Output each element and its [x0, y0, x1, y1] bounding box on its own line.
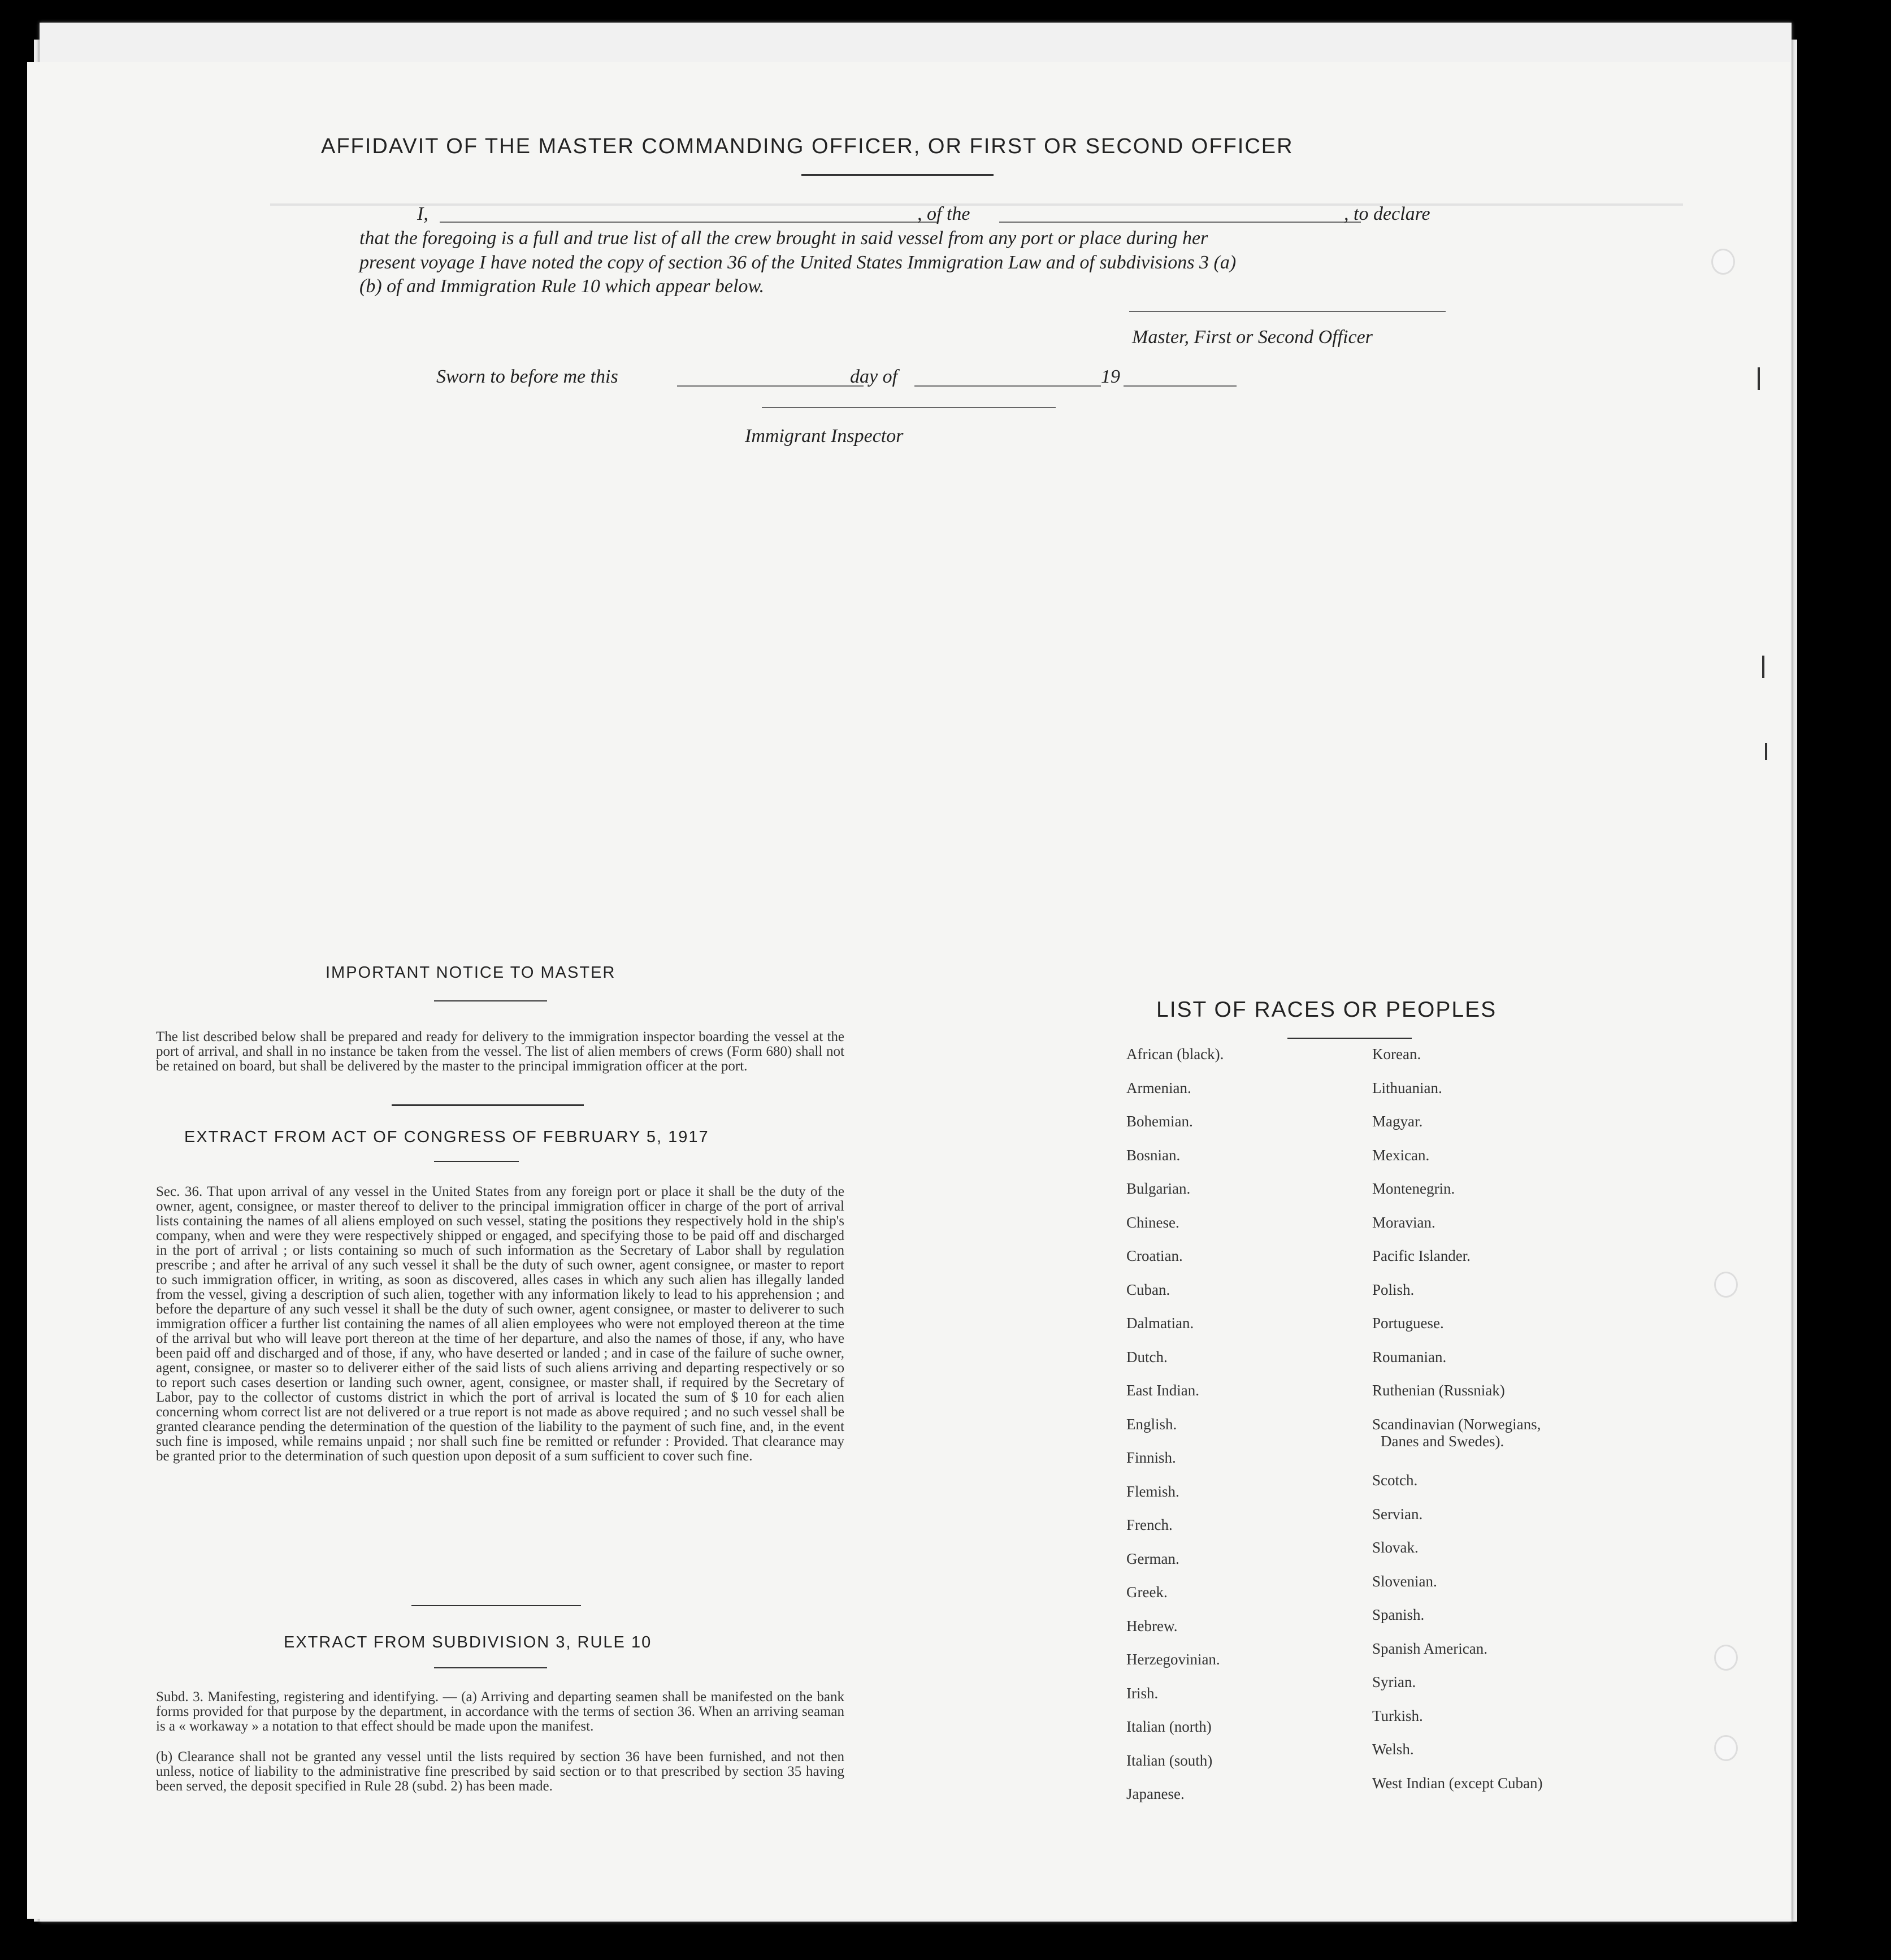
race-item: Japanese. [1126, 1785, 1185, 1802]
edge-mark [1758, 367, 1760, 390]
title-underline [801, 174, 994, 176]
race-item: Polish. [1372, 1281, 1415, 1298]
race-item: Magyar. [1372, 1113, 1423, 1130]
race-item: Finnish. [1126, 1449, 1176, 1466]
act-text: Sec. 36. That upon arrival of any vessel in the United States from any foreign port or place it shall be the duty of the owner, agent, consignee, or master thereof to deliver to the principal immigration officer in charge of the port of arrival lists containing the names of all aliens employed on such vessel, stating the positions they respectively hold in the ship's company, when and were they were respectively shipped or engaged, and specifying those to be paid off and discharged in the port of arrival ; or lists containing so much of such information as the Secretary of Labor shall by regulation prescribe ; and after he arrival of any such vessel it shall be the duty of such owner, agent consignee, or master to report to such immigration officer, in writing, as soon as discovered, alles cases in which any such alien has illegally landed from the vessel, giving a description of such alien, together with any information likely to lead to his apprehension ; and before the departure of any such vessel it shall be the duty of such owner, agent consignee, or master to deliverer to such immigration officer a further list containing the names of all alien employees who were not employed thereon at the time of the arrival but who will leave port thereon at the time of her departure, and also the names of those, if any, who have been paid off and discharged and of those, if any, who have deserted or landed ; and in case of the failure of suche owner, agent, consignee, or master so to deliverer either of the said lists of such aliens arriving and departing respectively or so to report such cases desertion or landing such owner, agent, consignee, or master shall, if required by the Secretary of Labor, pay to the collector of customs district in which the port of arrival is located the sum of $ 10 for each alien concerning whom correct list are not delivered or a true report is not made as above required ; and no such vessel shall be granted clearance pending the determination of the question of the liability to the payment of such fine, and, in the event such fine is imposed, while remains unpaid ; nor shall such fine be remitted or refunder : Provided. That clearance may be granted prior to the determination of such question upon deposit of a sum sufficient to cover such fine. [156, 1184, 844, 1464]
race-item: Slovenian. [1372, 1572, 1437, 1590]
rule10-title: EXTRACT FROM SUBDIVISION 3, RULE 10 [284, 1633, 652, 1651]
day-of-label: day of [850, 366, 898, 387]
race-item: German. [1126, 1550, 1179, 1567]
race-item: East Indian. [1126, 1382, 1199, 1399]
sworn-day-field[interactable] [677, 385, 864, 387]
race-item: Mexican. [1372, 1146, 1430, 1164]
race-item: English. [1126, 1415, 1177, 1433]
notice-underline [434, 1000, 547, 1001]
act-rule [411, 1605, 581, 1606]
affidavit-declare: , to declare [1344, 203, 1430, 224]
punch-hole [1714, 1272, 1738, 1298]
inspector-label: Immigrant Inspector [745, 426, 904, 446]
race-item: Montenegrin. [1372, 1180, 1455, 1197]
act-underline [434, 1161, 519, 1162]
notice-title: IMPORTANT NOTICE TO MASTER [326, 964, 616, 982]
affidavit-title: AFFIDAVIT OF THE MASTER COMMANDING OFFICER, OR FIRST OR SECOND OFFICER [321, 135, 1294, 158]
race-item: Bulgarian. [1126, 1180, 1191, 1197]
edge-mark [1762, 656, 1764, 678]
race-item: Servian. [1372, 1505, 1423, 1523]
race-item: Syrian. [1372, 1673, 1416, 1690]
vessel-field[interactable] [999, 222, 1361, 223]
race-item: Korean. [1372, 1046, 1421, 1063]
affidavit-of-the: , of the [917, 203, 970, 224]
race-item: Greek. [1126, 1584, 1168, 1601]
race-item: Roumanian. [1372, 1348, 1447, 1365]
document-page [27, 62, 1790, 1919]
affidavit-line-4: (b) of and Immigration Rule 10 which appear below. [359, 276, 765, 297]
race-item: Scandinavian (Norwegians, [1372, 1415, 1541, 1433]
race-item: Slovak. [1372, 1539, 1419, 1556]
race-item: Moravian. [1372, 1213, 1435, 1231]
race-item: African (black). [1126, 1046, 1224, 1063]
race-item: Scotch. [1372, 1472, 1418, 1489]
name-field[interactable] [440, 222, 937, 223]
race-item: Pacific Islander. [1372, 1247, 1471, 1264]
race-item: Dalmatian. [1126, 1315, 1194, 1332]
races-title: LIST OF RACES OR PEOPLES [1156, 998, 1497, 1022]
sworn-label: Sworn to before me this [436, 366, 618, 387]
race-item: Italian (south) [1126, 1751, 1213, 1769]
rule10-text-a: Subd. 3. Manifesting, registering and identifying. — (a) Arriving and departing seamen shall be manifested on the bank forms provided for that purpose by the department, in accordance with the terms of section 36. When an arriving seaman is a « workaway » a notation to that effect should be made upon the manifest. [156, 1689, 844, 1734]
notice-text: The list described below shall be prepared and ready for delivery to the immigration inspector boarding the vessel at the port of arrival, and shall in no instance be taken from the vessel. The list of alien members of crews (Form 680) shall not be retained on board, but shall be delivered by the master to the principal immigration officer at the port. [156, 1029, 844, 1074]
race-item: Bosnian. [1126, 1146, 1181, 1164]
race-item: Chinese. [1126, 1213, 1179, 1231]
race-item: Herzegovinian. [1126, 1651, 1220, 1668]
month-field[interactable] [914, 385, 1101, 387]
race-item: Bohemian. [1126, 1113, 1193, 1130]
punch-hole [1711, 249, 1735, 275]
race-item: Turkish. [1372, 1707, 1423, 1724]
race-item: Irish. [1126, 1684, 1159, 1702]
race-item: Portuguese. [1372, 1315, 1444, 1332]
race-item: Ruthenian (Russniak) [1372, 1382, 1505, 1399]
race-item: Danes and Swedes). [1381, 1432, 1504, 1450]
punch-hole [1714, 1735, 1738, 1761]
year-field[interactable] [1124, 385, 1237, 387]
race-item: Italian (north) [1126, 1718, 1212, 1735]
race-item: Spanish American. [1372, 1640, 1487, 1657]
races-underline [1287, 1038, 1412, 1039]
affidavit-i: I, [417, 203, 428, 224]
race-item: Welsh. [1372, 1741, 1414, 1758]
rule10-text-b: (b) Clearance shall not be granted any vessel until the lists required by section 36 have been furnished, and not then unless, notice of liability to the administrative fine prescribed by said section or to that prescribed by section 35 having been served, the deposit specified in Rule 28 (subd. 2) has been made. [156, 1749, 844, 1794]
race-item: French. [1126, 1516, 1173, 1533]
affidavit-line-3: present voyage I have noted the copy of section 36 of the United States Immigration Law and of subdivisions 3 (a) [359, 252, 1237, 273]
notice-rule [392, 1104, 584, 1106]
race-item: Hebrew. [1126, 1617, 1178, 1634]
race-item: Spanish. [1372, 1606, 1425, 1623]
edge-mark [1765, 743, 1767, 760]
race-item: Lithuanian. [1372, 1079, 1442, 1096]
master-label: Master, First or Second Officer [1132, 327, 1373, 348]
race-item: Flemish. [1126, 1482, 1179, 1500]
race-item: Croatian. [1126, 1247, 1183, 1264]
punch-hole [1714, 1645, 1738, 1671]
inspector-signature-field[interactable] [762, 407, 1056, 408]
affidavit-line-2: that the foregoing is a full and true list of all the crew brought in said vessel from any port or place during her [359, 228, 1208, 249]
year-label: 19 [1101, 366, 1120, 387]
race-item: Armenian. [1126, 1079, 1191, 1096]
race-item: West Indian (except Cuban) [1372, 1774, 1543, 1792]
race-item: Cuban. [1126, 1281, 1170, 1298]
signature-field[interactable] [1129, 311, 1446, 312]
race-item: Dutch. [1126, 1348, 1168, 1365]
act-title: EXTRACT FROM ACT OF CONGRESS OF FEBRUARY 5, 1917 [184, 1128, 709, 1146]
rule10-underline [434, 1667, 547, 1668]
